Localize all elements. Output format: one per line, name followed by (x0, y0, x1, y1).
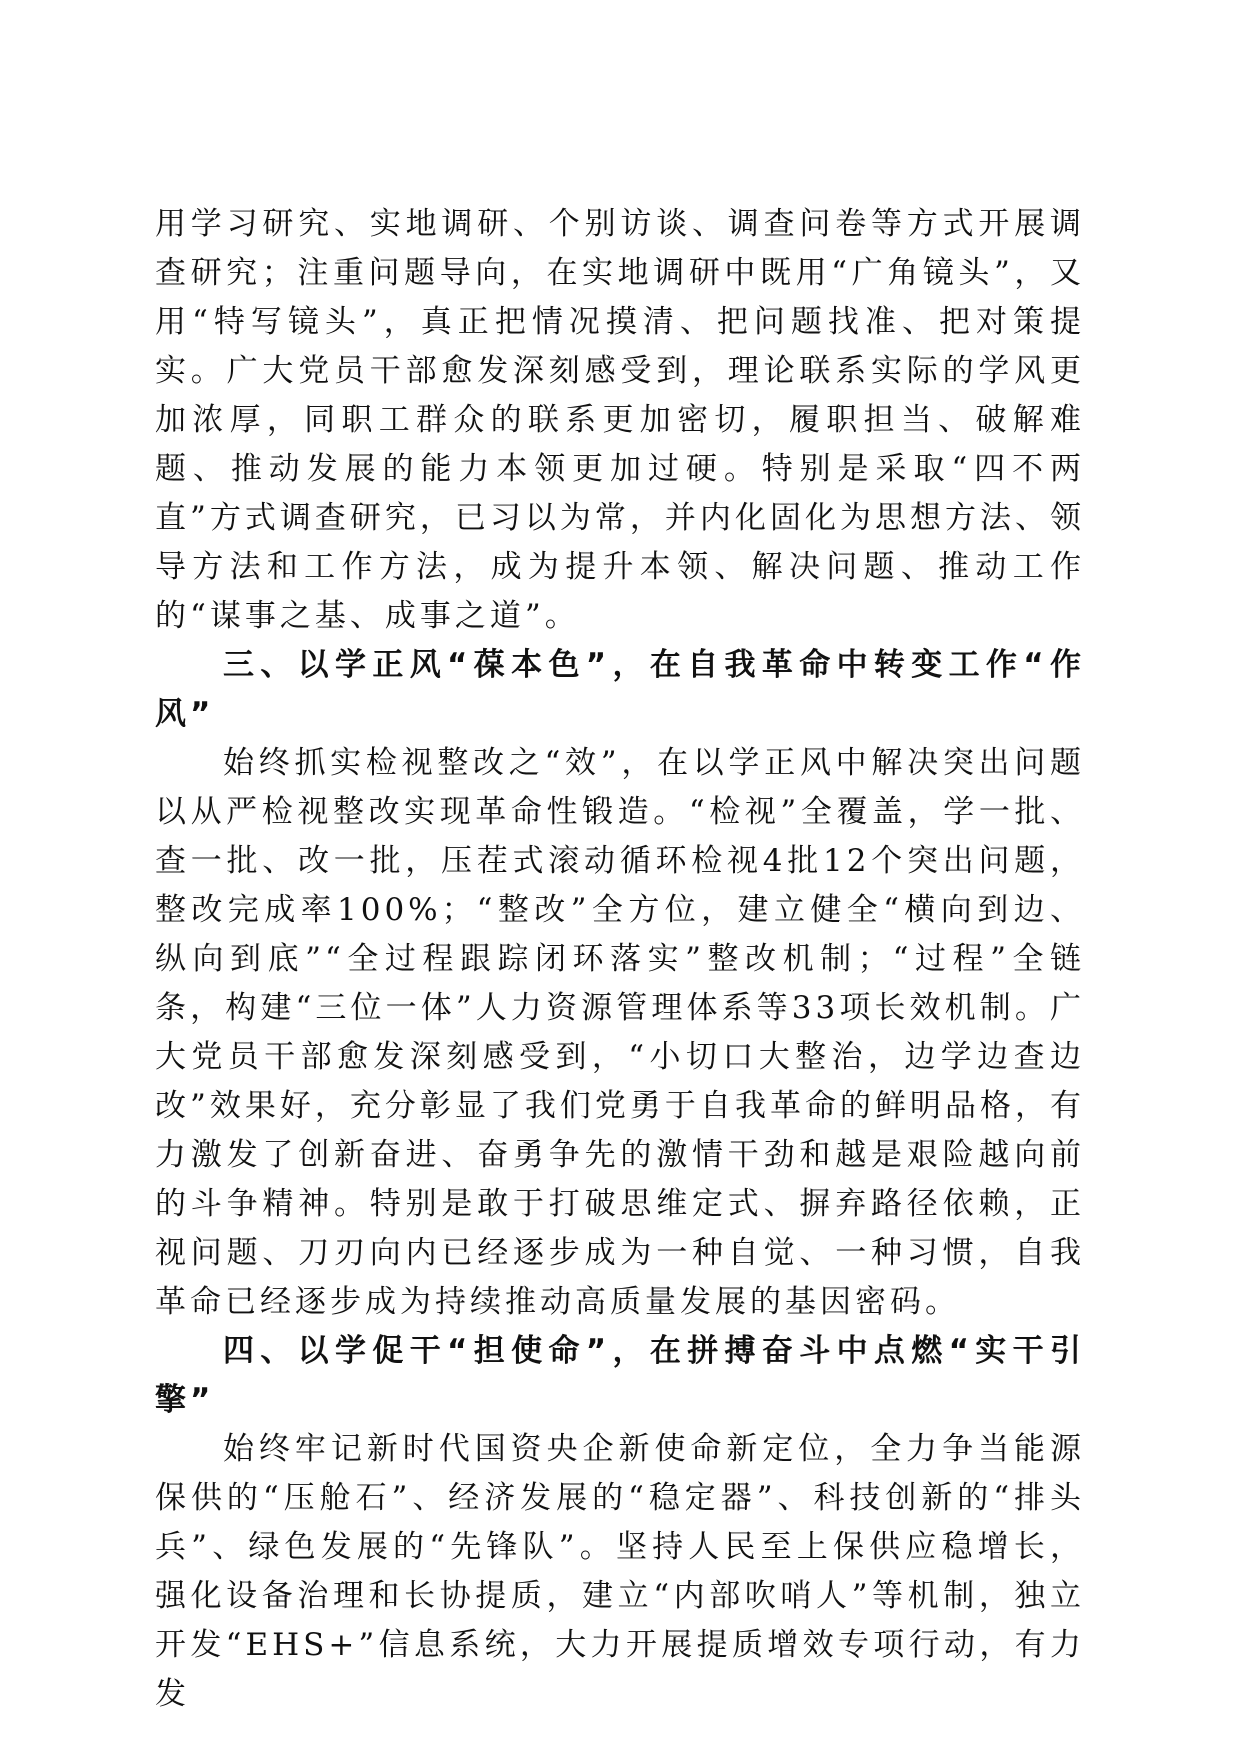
section-heading-4: 四、以学促干“担使命”，在拼搏奋斗中点燃“实干引擎” (155, 1333, 1085, 1418)
body-paragraph-3: 始终牢记新时代国资央企新使命新定位，全力争当能源保供的“压舱石”、经济发展的“稳定器”、科技创新的“排头兵”、绿色发展的“先锋队”。坚持人民至上保供应稳增长，强化设备治理和长协提质，建立“内部吹哨人”等机制，独立开发“EHS+”信息系统，大力开展提质增效专项行动，有力发 (155, 1431, 1085, 1712)
section-heading-3: 三、以学正风“葆本色”，在自我革命中转变工作“作风” (155, 647, 1085, 732)
body-paragraph-2: 始终抓实检视整改之“效”，在以学正风中解决突出问题以从严检视整改实现革命性锻造。“检视”全覆盖，学一批、查一批、改一批，压茬式滚动循环检视4批12个突出问题，整改完成率100%；“整改”全方位，建立健全“横向到边、纵向到底”“全过程跟踪闭环落实”整改机制；“过程”全链条，构建“三位一体”人力资源管理体系等33项长效机制。广大党员干部愈发深刻感受到，“小切口大整治，边学边查边改”效果好，充分彰显了我们党勇于自我革命的鲜明品格，有力激发了创新奋进、奋勇争先的激情干劲和越是艰险越向前的斗争精神。特别是敢于打破思维定式、摒弃路径依赖，正视问题、刀刃向内已经逐步成为一种自觉、一种习惯，自我革命已经逐步成为持续推动高质量发展的基因密码。 (155, 745, 1085, 1320)
document-page (155, 200, 1085, 1719)
body-paragraph-1: 用学习研究、实地调研、个别访谈、调查问卷等方式开展调查研究；注重问题导向，在实地调研中既用“广角镜头”，又用“特写镜头”，真正把情况摸清、把问题找准、把对策提实。广大党员干部愈发深刻感受到，理论联系实际的学风更加浓厚，同职工群众的联系更加密切，履职担当、破解难题、推动发展的能力本领更加过硬。特别是采取“四不两直”方式调查研究，已习以为常，并内化固化为思想方法、领导方法和工作方法，成为提升本领、解决问题、推动工作的“谋事之基、成事之道”。 (155, 206, 1085, 634)
